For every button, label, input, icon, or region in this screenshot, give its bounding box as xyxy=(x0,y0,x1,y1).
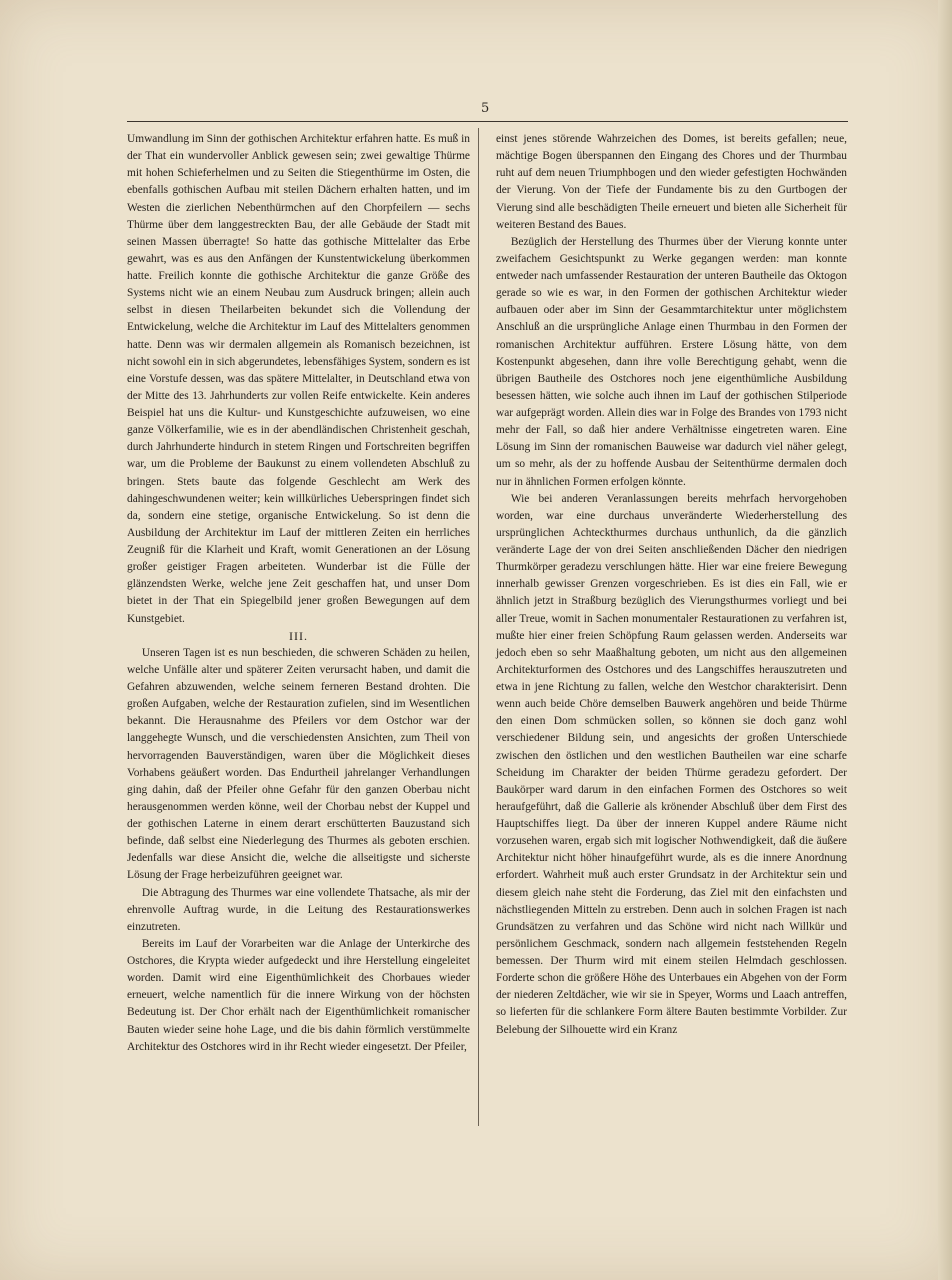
page-edge xyxy=(938,0,952,1280)
paragraph: Bereits im Lauf der Vorarbeiten war die Anlage der Unterkirche des Ostchores, die Krypta wieder aufgedeckt und ihre Herstellung eingeleitet worden. Damit wird eine Eigenthümlichkeit des Chorbaues wieder erneuert, welche namentlich für die innere Wirkung von der höchsten Bedeutung ist. Der Chor erhält nach der Eigenthümlichkeit romanischer Bauten wieder seine hohe Lage, und die bis dahin förmlich verstümmelte Architektur des Ostchores wird in ihr Recht wieder eingesetzt. Der Pfeiler, xyxy=(127,937,470,1053)
header-rule xyxy=(127,121,848,122)
paragraph: Wie bei anderen Veranlassungen bereits mehrfach hervorgehoben worden, war eine durchaus unveränderte Wiederherstellung des ursprünglichen Achteckthurmes durchaus unthunlich, da die gänzlich veränderte Lage der von drei Seiten anschließenden Dächer den niedrigen Thurmkörper geradezu verschlungen hätte. Hier war eine freiere Bewegung innerhalb gewisser Grenzen vorgeschrieben. Es ist dies ein Fall, wie er ähnlich jetzt in Straßburg bezüglich des Vierungsthurmes vorliegt und bei aller Treue, womit in Sachen monumentaler Restaurationen zu verfahren ist, mußte hier einer freien Schöpfung Raum gelassen werden. Anderseits war jedoch eben so sehr Maaßhaltung geboten, um nicht aus den allgemeinen Architekturformen des Ostchores und des Langschiffes herauszutreten und etwa in jene Richtung zu fallen, welche den Westchor charakterisirt. Denn wenn auch beide Chöre demselben Bauwerk angehören und beide Thürme den einen Dom schmücken sollen, so können sie doch ganz wohl verschiedener Bildung sein, und angesichts der großen Unterschiede zwischen den östlichen und den westlichen Bautheilen war eine scharfe Scheidung im Charakter der beiden Thürme geradezu gefordert. Der Baukörper ward darum in den einfachen Formen des Ostchores so weit heraufgeführt, daß die Gallerie als krönender Abschluß über dem First des Hauptschiffes liegt. Da über der inneren Kuppel andere Räume nicht vorzusehen waren, ergab sich mit logischer Nothwendigkeit, daß die äußere Architektur nicht höher hinaufgeführt wurde, als es die innere Anordnung erfordert. Wahrheit muß auch erster Grundsatz in der Architektur sein und diesem gleich nahe steht die Forderung, das Ziel mit den einfachsten und nächstliegenden Mitteln zu erstreben. Denn auch in solchen Fragen ist nach Grundsätzen zu verfahren und das Schöne wird nicht nach Willkür und persönlichem Geschmack, sondern nach allgemein feststehenden Regeln bemessen. Der Thurm wird mit einem steilen Helmdach geschlossen. Forderte schon die größere Höhe des Unterbaues ein Abgehen von der Form der niederen Zeltdächer, wie wir sie in Speyer, Worms und Laach antreffen, so lieferten für die schlankere Form ältere Bauten bestimmte Vorbilder. Zur Belebung der Silhouette wird ein Kranz xyxy=(496,492,847,1036)
paragraph: Die Abtragung des Thurmes war eine vollendete Thatsache, als mir der ehrenvolle Auftrag wurde, in die Leitung des Restaurationswerkes einzutreten. xyxy=(127,886,470,933)
left-column xyxy=(127,131,470,1056)
page-number: 5 xyxy=(481,101,490,116)
right-column xyxy=(496,131,847,1039)
section-heading: III. xyxy=(289,628,308,643)
paragraph: Bezüglich der Herstellung des Thurmes über der Vierung konnte unter zweifachem Gesichtspunkt zu Werke gegangen werden: man konnte entweder nach umfassender Restauration der unteren Bautheile das Oktogon gerade so wie es war, in den Formen der gothischen Architektur wieder aufbauen oder aber im Sinn der Gesammtarchitektur unter möglichstem Anschluß an die ursprüngliche Anlage einen Thurmbau in den Formen der romanischen Architektur aufführen. Erstere Lösung hätte, von dem Kostenpunkt abgesehen, dann ihre volle Berechtigung gehabt, wenn die übrigen Bautheile des Ostchores noch jene eigenthümliche Ausbildung besessen hätten, wie solche auch ihnen im Lauf der gothischen Stilperiode war aufgeprägt worden. Allein dies war in Folge des Brandes von 1793 nicht mehr der Fall, so daß hier andere Verhältnisse eingetreten waren. Eine Lösung im Sinn der romanischen Bauweise war dadurch viel näher gelegt, um so mehr, als der zu hoffende Ausbau der Seitenthürme dermalen doch nur in ähnlichen Formen erfolgen könnte. xyxy=(496,235,847,488)
paragraph: Umwandlung im Sinn der gothischen Architektur erfahren hatte. Es muß in der That ein wundervoller Anblick gewesen sein; zwei gewaltige Thürme mit hohen Schieferhelmen und zu Seiten die Stiegenthürme im Osten, die ebenfalls gothischen Aufbau mit steilen Dächern erhalten hatten, und im Westen die zierlichen Nebenthürmchen auf den Chorpfeilern — sechs Thürme über dem langgestreckten Bau, der alle Gebäude der Stadt mit seinen Massen überragte! So hatte das gothische Mittelalter das Erbe gewahrt, was es aus den Anfängen der Kunstentwickelung überkommen hatte. Freilich konnte die gothische Architektur die ganze Größe des Systems nicht wie an einem Neubau zum Ausdruck bringen; allein auch selbst in diesen Theilarbeiten bekundet sich die Vollendung der Entwickelung, welche die Architektur im Lauf des Mittelalters genommen hatte. Denn was wir dermalen allgemein als Romanisch bezeichnen, ist nicht sowohl ein in sich abgerundetes, lebensfähiges System, sondern es ist eine Vorstufe dessen, was das spätere Mittelalter, in Deutschland etwa von der Mitte des 13. Jahrhunderts zur vollen Reife entwickelte. Kein anderes Beispiel hat uns die Kultur- und Kunstgeschichte aufzuweisen, wo eine ganze Völkerfamilie, wie es in der abendländischen Christenheit geschah, durch Jahrhunderte hindurch in stetem Ringen und Fortschreiten begriffen war, um die Probleme der Baukunst zu einem vollendeten Abschluß zu bringen. Stets baute das folgende Geschlecht am Werk des dahingeschwundenen weiter; kein willkürliches Ueberspringen findet sich da, sondern eine stetige, organische Entwickelung. So ist denn die Ausbildung der Architektur im Lauf der mittleren Zeiten ein herrliches Zeugniß für die Klarheit und Kraft, womit Generationen an der Lösung großer geistiger Fragen arbeiteten. Wunderbar ist die Fülle der glänzendsten Werke, welche jene Zeit geschaffen hat, und unser Dom bietet in der That ein Spiegelbild jener großen Bewegungen auf dem Kunstgebiet. xyxy=(127,133,470,625)
paragraph: einst jenes störende Wahrzeichen des Domes, ist bereits gefallen; neue, mächtige Bogen überspannen den Eingang des Chores und der Thurmbau ruht auf dem neuen Triumphbogen und den wieder gefestigten Hochwänden der Vierung. Von der Tiefe der Fundamente bis zu den Gurtbogen der Vierung sind alle beschädigten Theile erneuert und bieten alle Sicherheit für weiteren Bestand des Baues. xyxy=(496,133,847,231)
paragraph: Unseren Tagen ist es nun beschieden, die schweren Schäden zu heilen, welche Unfälle alter und späterer Zeiten verursacht haben, und damit die Gefahren abzuwenden, welche seinem ferneren Bestand drohten. Die großen Aufgaben, welche der Restauration zufielen, sind im Wesentlichen bekannt. Die Herausnahme des Pfeilers vor dem Ostchor war der langgehegte Wunsch, und die verschiedensten Ansichten, zum Theil von hervorragenden Bauverständigen, waren über die Möglichkeit dieses Vorhabens geäußert worden. Das Endurtheil jahrelanger Verhandlungen ging dahin, daß der Pfeiler ohne Gefahr für den ganzen Oberbau nicht herausgenommen werden könne, weil der Chorbau nebst der Kuppel und der gothischen Laterne in einem derart erschütterten Bauzustand sich befinde, daß selbst eine Niederlegung des Thurmes als geboten erschien. Jedenfalls war diese Ansicht die, welche die allseitigste und sicherste Lösung der Frage herbeizuführen geeignet war. xyxy=(127,646,470,882)
column-divider xyxy=(478,128,479,1126)
